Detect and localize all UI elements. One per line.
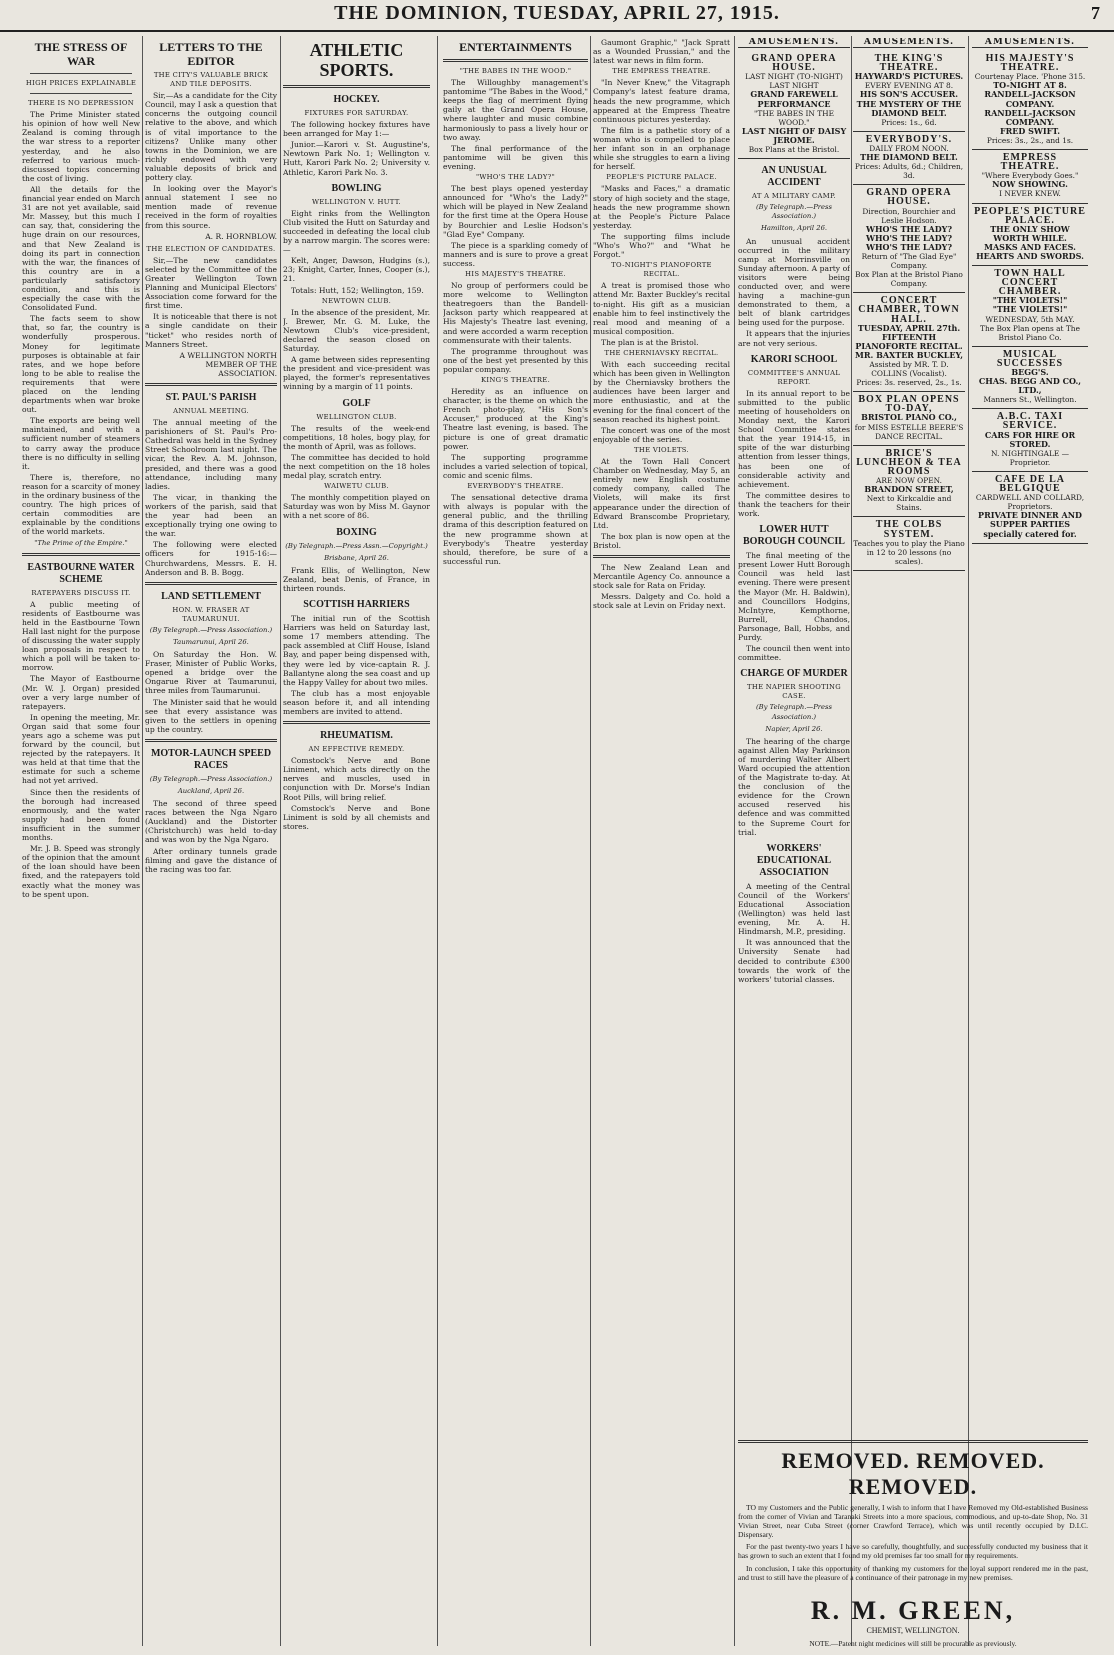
article-paragraph: The supporting programme includes a varied selection of topical, comic and scenic films. [443,452,588,480]
advertiser-name: R. M. GREEN, [810,1595,1016,1625]
ad-line: Next to Kirkcaldie and Stains. [866,494,952,513]
column-rule [968,36,969,1646]
ad-line: THE MYSTERY OF THE DIAMOND BELT. [856,98,962,118]
article-subheading: WELLINGTON CLUB. [316,412,397,421]
ad-line: BEGG'S. [1011,367,1049,377]
notice-paragraph: In conclusion, I take this opportunity of thanking my customers for the loyal support rendered me in the past, and trust to still have the pleasure of a continuance of their patronage in my new premises. [738,1563,1088,1582]
article-headline: WORKERS' EDUCATIONAL ASSOCIATION [756,842,832,878]
article-paragraph: "Masks and Faces," a dramatic story of high society and the stage, heads the new programme shown at the People's Picture Palace yesterday. [593,184,730,230]
article-paragraph: Since then the residents of the borough had increased enormously, and the water supply had been found insufficient in the summer months. [22,787,140,843]
article-headline: EASTBOURNE WATER SCHEME [27,561,135,585]
wire-credit: (By Telegraph.—Press Association.) [755,203,833,221]
advertisement [853,132,965,185]
divider [22,553,140,556]
ad-title: A.B.C. TAXI SERVICE. [996,411,1064,432]
section-label: AMUSEMENTS. [972,38,1088,48]
article-paragraph: The results of the week-end competitions, 18 holes, bogy play, for the month of April, was as follows. [283,423,430,451]
ad-line: CARS FOR HIRE OR STORED. [984,429,1076,449]
ad-line: TUESDAY, APRIL 27th. [857,322,961,333]
advertiser-address: CHEMIST, WELLINGTON. [866,1625,960,1635]
ad-line: WEDNESDAY, 5th MAY. [985,314,1075,324]
article-paragraph: Eight rinks from the Wellington Club visited the Hutt on Saturday and succeeded in defeating the local club by a narrow margin. The scores were:— [283,208,430,255]
article-paragraph: In looking over the Mayor's annual statement I see no mention made of revenue received in the form of royalties from this source. [145,184,277,230]
advertisement [972,472,1088,544]
divider [738,1440,1088,1443]
notice-paragraph: TO my Customers and the Public generally, I wish to inform that I have Removed my Old-established Business from the corner of Vivian and Taranaki Streets into a more spacious, commodious, and up-to-date Shop, No. 31 Vivian Street, near Cuba Street (corner Crawford Terrace), which was until recently occupied by D.I.C. Dispensary. [738,1503,1088,1540]
column-7 [853,38,965,1598]
advertisement [738,51,850,159]
article-paragraph: Totals: Hutt, 152; Wellington, 159. [291,285,424,295]
ad-title: TOWN HALL CONCERT CHAMBER. [994,268,1066,298]
article-paragraph: The monthly competition played on Saturday was won by Miss M. Gaynor with a net score of 86. [283,493,430,521]
article-paragraph: The best plays opened yesterday announced for "Who's the Lady?" which will be played in New Zealand for the first time at the Opera House by Bourchier and Leslie Hodson's "Glad Eye" Company. [443,184,588,239]
article-paragraph: In its annual report to be submitted to the public meeting of householders on Monday next, the Karori School Committee states that the year 1914-15, in spite of the war disturbing attention from lesser things, has been one of considerable activity and achievement. [738,388,850,489]
ad-title: CONCERT CHAMBER, TOWN HALL. [858,295,960,325]
article-paragraph: The supporting films include "Who's Who?" and "What he Forgot." [593,231,730,260]
ad-line: CHAS. BEGG AND CO., LTD., [978,376,1082,396]
article-paragraph: The film is a pathetic story of a woman who is compelled to place her infant son in an orphanage while she struggles to earn a living for herself. [593,125,730,172]
article-subheading: COMMITTEE'S ANNUAL REPORT. [747,368,841,386]
article-subheading: TO-NIGHT'S PIANOFORTE RECITAL. [611,261,712,279]
ad-line: HAYWARD'S PICTURES. [854,71,964,82]
article-paragraph: The piece is a sparkling comedy of manners and is sure to prove a great success. [443,240,588,268]
column-rule [734,36,735,1646]
divider [30,73,132,74]
article-paragraph: Sir,—The new candidates selected by the Committee of the Greater Wellington Town Planning and Municipal Electors' Association come forward for the first time. [145,255,277,311]
article-subheading: EVERYBODY'S THEATRE. [467,482,564,491]
article-headline: LETTERS TO THE EDITOR [159,40,263,68]
article-paragraph: All the details for the financial year ended on March 31 are not yet available, said Mr. Massey, but this much I can say, that, considering the huge drain on our resources, and that New Zealand is doing its part in connection with the war, the finances of this country are in a particularly satisfactory condition, and this is especially the case with the Consolidated Fund. [22,184,140,313]
wire-credit: (By Telegraph.—Press Association.) [149,625,273,634]
ad-title: EMPRESS THEATRE. [1000,152,1060,173]
article-paragraph: The second of three speed races between the Nga Ngaro (Auckland) and the Distorter (Christchurch) was held to-day and was won by the Nga Ngaro. [145,799,277,845]
advertisement [853,185,965,293]
letter-signature: A. R. HORNBLOW. [205,231,277,241]
article-paragraph: Comstock's Nerve and Bone Liniment, which acts directly on the nerves and muscles, used in conjunction with Dr. Morse's Indian Root Pills, will bring relief. [283,756,430,802]
ad-line: Teaches you to play the Piano in 12 to 20 lessons (no scales). [853,538,965,566]
column-4 [443,38,588,1598]
ad-line: FRED SWIFT. [999,125,1061,136]
ad-line: HIS SON'S ACCUSER. [859,89,959,100]
article-paragraph: The committee has decided to hold the next competition on the 18 holes medal play, scratch entry. [283,452,430,481]
ad-line: BRANDON STREET, [864,484,954,495]
ad-line: PRIVATE DINNER AND SUPPER PARTIES specially catered for. [978,510,1082,539]
ad-line: Assisted by MR. T. D. COLLINS (Vocalist). [869,360,949,379]
article-paragraph: The final performance of the pantomime will be given this evening. [443,143,588,171]
column-5 [593,38,730,1598]
ad-line: "THE VIOLETS!" [992,304,1068,315]
article-paragraph: The Mayor of Eastbourne (Mr. W. J. Organ) presided over a very large number of ratepayers. [22,674,140,711]
ad-line: ARE NOW OPEN. [876,476,942,486]
article-paragraph: The facts seem to show that, so far, the country is wonderfully prosperous. Money for legitimate purposes is obtainable at fair rates, and we hope before long to be able to realise the requirements that were placed on the lending departments when war broke out. [22,314,140,415]
article-closing-line: "The Prime of the Empire." [34,538,128,547]
ad-line: LAST NIGHT (TO-NIGHT) LAST NIGHT [745,72,843,91]
article-paragraph: The exports are being well maintained, and with a sufficient number of steamers to carry away the produce there is no difficulty in selling it. [22,416,140,471]
article-paragraph: Sir,—As a candidate for the City Council, may I ask a question that concerns the outgoing council relative to the above, and which is of vital importance to the citizens? Unlike many other towns in the Dominion, we are richly endowed with very valuable deposits of brick and pottery clay. [145,91,277,183]
article-paragraph: At the Town Hall Concert Chamber on Wednesday, May 5, an entirely new English costume comedy company, called The Violets, will make its first appearance under the direction of Edward Branscombe Proprietary, Ltd. [593,457,730,530]
article-subheading: HIS MAJESTY'S THEATRE. [465,269,566,278]
ad-line: FIFTEENTH PIANOFORTE RECITAL. [855,331,963,351]
article-paragraph: In the absence of the president, Mr. J. Brewer, Mr. G. M. Luke, the Newtown Club's vice-president, declared the season closed on Saturday. [283,307,430,354]
article-headline: KARORI SCHOOL [750,353,838,365]
ad-line: MR. BAXTER BUCKLEY, [855,349,963,360]
article-headline: THE STRESS OF WAR [34,40,128,68]
ad-title: CAFE DE LA BELGIQUE [994,473,1065,495]
article-subheading: PEOPLE'S PICTURE PALACE. [606,173,717,182]
notice-paragraph: For the past twenty-two years I have so carefully, thoughtfully, and successfully conducted my business that it has grown to such an extent that I found my old premises far too small for my requirements. [738,1542,1088,1561]
ad-line: WHO'S THE LADY? [865,223,953,234]
ad-line: Prices: 3s. reserved, 2s., 1s. [856,378,962,388]
dateline: Auckland, April 26. [177,787,245,795]
article-paragraph: The following were elected officers for 1915-16:—Churchwardens, Messrs. E. H. Anderson and B. B. Bogg. [145,540,277,577]
ad-line: Direction, Bourchier and Leslie Hodson. [862,206,956,225]
ad-line: EVERY EVENING AT 8. [864,81,954,91]
article-headline: GOLF [342,397,371,409]
article-headline: CHARGE OF MURDER [740,668,848,680]
column-6 [738,38,850,1598]
article-headline: SCOTTISH HARRIERS [303,599,410,611]
article-paragraph: The club has a most enjoyable season before it, and all intending members are invited to attend. [283,688,430,716]
article-paragraph: The Willoughby management's pantomime "The Babes in the Wood," keeps the flag of merriment flying gaily at the Grand Opera House, where laughter and music combine harmoniously to pass a lively hour or two away. [443,78,588,142]
article-subheading: THE NAPIER SHOOTING CASE. [747,683,841,701]
article-subheading: AT A MILITARY CAMP. [752,192,836,201]
article-paragraph: Mr. J. B. Speed was strongly of the opinion that the amount of the loan should have been fixed, and the ratepayers told exactly what the money was to be spent upon. [22,844,140,899]
ad-line: MASKS AND FACES. [984,241,1076,252]
divider [443,59,588,62]
masthead [0,0,1114,32]
ad-line: "THE VIOLETS!" [992,295,1068,306]
article-paragraph: A meeting of the Central Council of the Workers' Educational Association (Wellington) was held last evening, Mr. A. H. Hindmarsh, M.P., presiding. [738,881,850,937]
ad-line: WHO'S THE LADY? [865,232,953,243]
article-headline: RHEUMATISM. [320,730,393,742]
article-paragraph: It is noticeable that there is not a single candidate on their "ticket" who resides north of Manners Street. [145,312,277,349]
advertisement [972,204,1088,267]
article-subheading: WAIWETU CLUB. [324,482,389,491]
ad-line: Return of "The Glad Eye" Company. [861,251,957,271]
article-subheading: THE VIOLETS. [634,445,689,454]
article-paragraph: Gaumont Graphic," "Jack Spratt as a Wounded Prussian," and the latest war news in film form. [593,38,730,66]
article-paragraph: The initial run of the Scottish Harriers was held on Saturday last, some 17 members attending. The pack assembled at Cliff House, Island Bay, and paper being dispensed with, they were led by vice-captain R. J. Ballantyne along the sea coast and up the Happy Valley for about two miles. [283,614,430,687]
ad-line: THE DIAMOND BELT. [860,152,958,163]
article-subheading: THERE IS NO DEPRESSION [28,99,134,108]
article-subheading: KING'S THEATRE. [480,376,551,384]
ad-title: HIS MAJESTY'S THEATRE. [985,53,1075,74]
column-1 [22,38,140,1598]
article-subheading: THE ELECTION OF CANDIDATES. [146,244,276,253]
article-paragraph: "In Never Knew," the Vitagraph Company's latest feature drama, heads the new programme, which appeared at the Empress Theatre continuous pictures yesterday. [593,78,730,124]
ad-title: THE COLBS SYSTEM. [875,519,943,540]
ad-line: HEARTS AND SWORDS. [976,250,1084,261]
ad-line: RANDELL-JACKSON COMPANY. [984,89,1076,109]
article-paragraph: The final meeting of the present Lower Hutt Borough Council was held last evening. There were present the Mayor (Mr. H. Baldwin), and Councillors Hodgins, McIntyre, Kempthorne, Burrell, Chandos, Parsonage, Ball, Hobbs, and Purdy. [738,551,850,642]
article-paragraph: The following hockey fixtures have been arranged for May 1:— [283,120,430,139]
article-headline: LAND SETTLEMENT [161,590,261,602]
article-paragraph: The Prime Minister stated his opinion of how well New Zealand is coming through the war stress to a reporter yesterday, and he also referred to various much-discussed topics concerning the cost of living. [22,110,140,183]
article-paragraph: Junior.—Karori v. St. Augustine's, Newtown Park No. 1; Wellington v. Hutt, Karori Park No. 2; University v. Athletic, Karori Park No. 3. [283,140,430,177]
column-2 [145,38,277,1598]
article-paragraph: The sensational detective drama with always is popular with the general public, and the thrilling drama of this description featured on the new programme shown at Everybody's Theatre yesterday should, therefore, be sure of a successful run. [443,493,588,566]
article-paragraph: The programme throughout was one of the best yet presented by this popular company. [443,346,588,374]
removal-notice [738,1435,1088,1648]
article-subheading: ANNUAL MEETING. [173,407,249,415]
article-paragraph: It appears that the injuries are not very serious. [738,329,850,348]
advertisement [853,446,965,518]
article-paragraph: The box plan is now open at the Bristol. [593,531,730,550]
ad-line: GRAND FAREWELL PERFORMANCE [750,89,838,109]
ad-line: NOW SHOWING. [992,179,1068,190]
ad-line: Courtenay Place. 'Phone 315. [974,72,1086,82]
ad-title: PEOPLE'S PICTURE PALACE. [974,205,1086,226]
article-paragraph: Kelt, Anger, Dawson, Hudgins (s.), 23; Knight, Carter, Innes, Cooper (s.), 21. [283,256,430,284]
dateline: Brisbane, April 26. [324,553,389,562]
article-subheading: THE CHERNIAVSKY RECITAL. [604,349,719,357]
ad-line: Box Plans at the Bristol. [748,145,840,155]
article-paragraph: There is, therefore, no reason for a scarcity of money in the ordinary business of the country. The high prices of certain commodities are explainable by the conditions of the world markets. [22,472,140,537]
article-paragraph: Comstock's Nerve and Bone Liniment is sold by all chemists and stores. [283,803,430,831]
ad-line: The Box Plan opens at The Bristol Piano Co. [980,323,1080,342]
notice-headline: REMOVED. REMOVED. REMOVED. [781,1448,1045,1499]
article-paragraph: Frank Ellis, of Wellington, New Zealand, beat Denis, of France, in thirteen rounds. [283,565,430,593]
dateline: Taumarunui, April 26. [173,637,249,646]
column-rule [851,36,852,1646]
ad-line: Manners St., Wellington. [983,395,1077,405]
article-paragraph: In opening the meeting, Mr. Organ said that some four years ago a scheme was put forward by the council, but rejected by the ratepayers. It was held at that time that the estimate for such a scheme had not yet arrived. [22,712,140,786]
article-subheading: FIXTURES FOR SATURDAY. [304,109,409,117]
article-headline: BOXING [336,526,377,538]
article-headline: ST. PAUL'S PARISH [165,392,257,403]
article-paragraph: It was announced that the University Senate had decided to contribute £300 towards the work of the workers' tutorial classes. [738,938,850,984]
section-headline: ENTERTAINMENTS [459,40,572,54]
divider [30,93,132,94]
divider [593,555,730,558]
article-subheading: "THE BABES IN THE WOOD." [459,67,572,75]
ad-line: "THE BABES IN THE WOOD." [753,108,835,127]
article-headline: AN UNUSUAL ACCIDENT [761,165,827,189]
article-headline: BOWLING [331,182,382,194]
advertisement [972,409,1088,472]
article-paragraph: On Saturday the Hon. W. Fraser, Minister of Public Works, opened a bridge over the Ongarue River at Taumarunui, three miles from Taumarunui. [145,650,277,696]
ad-line: DAILY FROM NOON. [869,143,949,153]
ad-line: N. NIGHTINGALE — Proprietor. [990,448,1070,467]
article-paragraph: The plan is at the Bristol. [601,337,699,347]
article-paragraph: An unusual accident occurred in the military camp at Morrinsville on Sunday afternoon. A party of visitors were being conducted over, and were having a machine-gun demonstrated to them, a belt of blank cartridges being used for the purpose. [738,236,850,328]
ad-line: BRISTOL PIANO CO., [861,412,957,423]
advertisement [853,392,965,445]
letter-signature: A WELLINGTON NORTH MEMBER OF THE ASSOCIATION. [179,350,277,378]
ad-title: GRAND OPERA HOUSE. [751,53,837,74]
advertisement [972,266,1088,347]
ad-title: BRICE'S LUNCHEON & TEA ROOMS [856,447,962,477]
article-paragraph: The annual meeting of the parishioners of St. Paul's Pro-Cathedral was held in the Sydney Street Schoolroom last night. The vicar, the Rev. A. M. Johnson, presided, and there was a good attendance, including many ladies. [145,418,277,491]
advertisement [853,51,965,132]
divider [145,739,277,742]
column-8 [972,38,1088,1598]
article-paragraph: A treat is promised those who attend Mr. Baxter Buckley's recital to-night. His gift as a musician enable him to feel instinctively the real mood and meaning of a musical composition. [593,281,730,336]
ad-title: BOX PLAN OPENS TO-DAY, [858,394,960,415]
article-paragraph: The committee desires to thank the teachers for their work. [738,490,850,519]
wire-credit: (By Telegraph.—Press Association.) [755,703,833,721]
wire-credit: (By Telegraph.—Press Association.) [149,774,273,783]
column-rule [590,36,591,1646]
article-paragraph: The hearing of the charge against Allen May Parkinson of murdering Walter Albert Ward occupied the attention of the Magistrate to-day. At the conclusion of the evidence for the Crown accused reserved his defence and was committed to the Supreme Court for trial. [738,736,850,837]
article-paragraph: The New Zealand Lean and Mercantile Agency Co. announce a stock sale for Rata on Friday. [593,562,730,591]
column-rule [142,36,143,1646]
divider [283,85,430,88]
ad-line: RANDELL-JACKSON COMPANY. [984,107,1076,127]
ad-line: Prices: Adults, 6d.; Children, 3d. [854,162,964,181]
article-subheading: AN EFFECTIVE REMEDY. [308,745,405,754]
ad-line: THE ONLY SHOW WORTH WHILE. [990,223,1070,243]
article-headline: LOWER HUTT BOROUGH COUNCIL [743,524,845,548]
article-headline: MOTOR-LAUNCH SPEED RACES [150,747,272,771]
ad-line: LAST NIGHT OF DAISY JEROME. [741,125,847,145]
article-paragraph: A public meeting of residents of Eastbourne was held in the Eastbourne Town Hall last night for the purpose of discussing the water supply loan proposals in respect to which a poll will be taken to-morrow. [22,599,140,673]
ad-line: TO-NIGHT AT 8. [993,80,1067,91]
column-3 [283,38,430,1598]
article-subheading: HON. W. FRASER AT TAUMARUNUI. [172,605,250,623]
ad-title: GRAND OPERA HOUSE. [866,187,952,208]
article-subheading: WELLINGTON V. HUTT. [311,197,401,206]
ad-line: Prices: 1s., 6d. [881,117,937,127]
section-label: AMUSEMENTS. [738,38,850,48]
ad-line: Prices: 3s., 2s., and 1s. [986,135,1074,145]
ad-line: for MISS ESTELLE BEERE'S DANCE RECITAL. [854,422,964,441]
dateline: Napier, April 26. [765,724,823,733]
article-subheading: NEWTOWN CLUB. [321,296,392,305]
article-paragraph: With each succeeding recital which has been given in Wellington by the Cherniavsky brothers the audiences have been larger and more enthusiastic, and at the evening for the final concert of the season reached its highest point. [593,360,730,424]
article-paragraph: The Minister said that he would see that every assistance was given to the settlers in opening up the country. [145,697,277,734]
article-paragraph: Heredity as an influence on character, is the theme on which the French photo-play, "His Son's Accuser," produced at the King's Theatre last evening, is based. The picture is one of great dramatic power. [443,387,588,451]
ad-line: I NEVER KNEW. [999,189,1061,199]
advertisement [972,347,1088,410]
article-headline: HOCKEY. [333,94,380,105]
column-rule [437,36,438,1646]
section-label: AMUSEMENTS. [853,38,965,48]
article-subheading: THE CITY'S VALUABLE BRICK AND TILE DEPOSITS. [153,71,269,89]
wire-credit: (By Telegraph.—Press Assn.—Copyright.) [285,541,428,550]
article-subheading: THE EMPRESS THEATRE. [612,67,711,76]
article-paragraph: The concert was one of the most enjoyable of the series. [593,425,730,444]
notice-note: NOTE.—Patent night medicines will still be procurable as previously. [809,1638,1017,1648]
ad-line: "Where Everybody Goes." [981,171,1079,181]
article-paragraph: Messrs. Dalgety and Co. hold a stock sale at Levin on Friday next. [593,592,730,611]
article-subheading: HIGH PRICES EXPLAINABLE [25,79,137,87]
advertisement [853,517,965,570]
newspaper-title: THE DOMINION, TUESDAY, APRIL 27, 1915. [334,2,780,24]
ad-line: WHO'S THE LADY? [865,241,953,252]
column-rule [280,36,281,1646]
page-number: 7 [1091,3,1100,23]
divider [145,383,277,386]
divider [145,582,277,585]
dateline: Hamilton, April 26. [760,224,828,233]
article-paragraph: The vicar, in thanking the workers of the parish, said that the year had been an exceptionally trying one owing to the war. [145,492,277,539]
ad-title: THE KING'S THEATRE. [874,53,944,74]
article-subheading: "WHO'S THE LADY?" [475,173,556,182]
advertisement [972,150,1088,203]
article-paragraph: No group of performers could be more welcome to Wellington theatregoers than the Bandell-Jackson party which reappeared at His Majesty's Theatre last evening, and were accorded a warm reception commensurate with their talents. [443,281,588,345]
article-subheading: RATEPAYERS DISCUSS IT. [31,588,131,597]
section-headline: ATHLETIC SPORTS. [309,40,404,80]
ad-line: CARDWELL AND COLLARD, Proprietors. [975,493,1085,512]
article-paragraph: A game between sides representing the president and vice-president was played, the former's representatives winning by a margin of 11 points. [283,355,430,392]
advertisement [972,51,1088,150]
divider [283,721,430,724]
ad-line: Box Plan at the Bristol Piano Company. [855,270,963,289]
article-paragraph: The council then went into committee. [738,644,850,663]
ad-title: EVERYBODY'S. [865,133,953,145]
article-paragraph: After ordinary tunnels grade filming and gave the distance of the racing was too far. [145,846,277,874]
ad-title: MUSICAL SUCCESSES [996,348,1064,369]
advertisement [853,293,965,392]
